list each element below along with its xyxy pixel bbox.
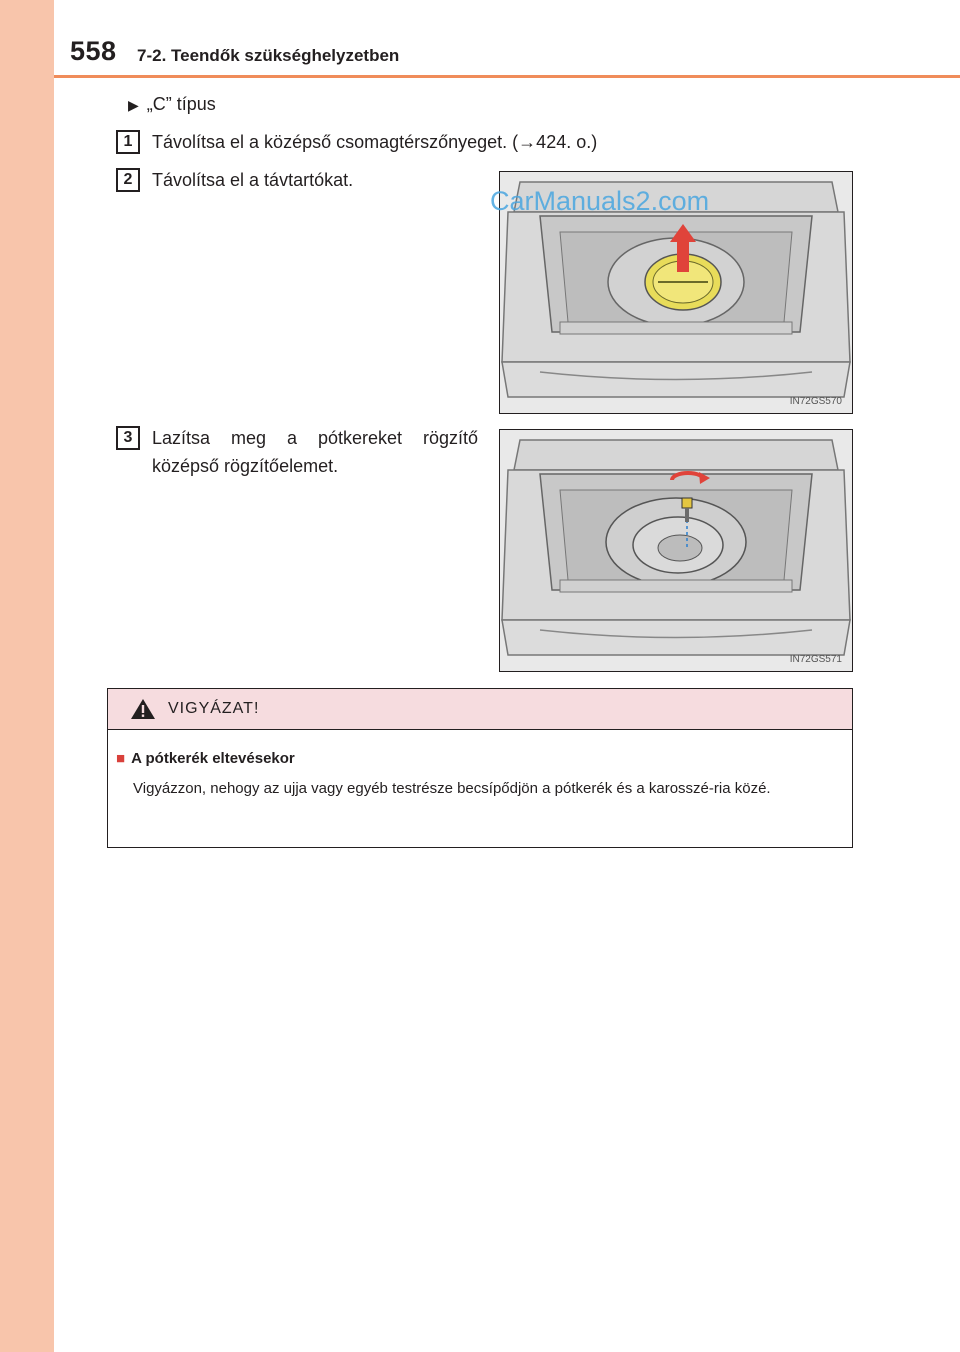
step-number-badge: 1 xyxy=(116,130,140,154)
step-text: Távolítsa el a távtartókat. xyxy=(152,170,354,190)
side-color-strip xyxy=(0,0,54,1352)
warning-triangle-icon xyxy=(130,698,156,720)
caution-text: Vigyázzon, nehogy az ujja vagy egyéb testrésze becsípődjön a pótkerék és a karosszé-ria közé. xyxy=(133,780,771,797)
section-title: 7-2. Teendők szükséghelyzetben xyxy=(137,46,400,65)
subtype-label xyxy=(128,94,216,115)
page-header xyxy=(54,0,960,80)
step-number-badge: 2 xyxy=(116,168,140,192)
step-2 xyxy=(116,166,476,196)
figure-code: IN72GS570 xyxy=(789,396,842,407)
figure-code: IN72GS571 xyxy=(789,654,842,665)
caution-header xyxy=(108,689,852,730)
step-text: Lazítsa meg a pótkereket rögzítő középső rögzítőelemet. xyxy=(152,428,478,476)
caution-title: VIGYÁZAT! xyxy=(168,700,260,717)
trunk-fastener-drawing xyxy=(500,430,852,671)
header-rule xyxy=(54,75,960,78)
triangle-bullet-icon: ▶ xyxy=(128,97,139,113)
page-number: 558 xyxy=(70,36,117,66)
watermark-text: CarManuals2.com xyxy=(490,186,710,216)
caution-subtitle-text: A pótkerék eltevésekor xyxy=(131,750,295,767)
subtype-text: „C” típus xyxy=(146,94,216,114)
step-text: Távolítsa el a középső csomagtérszőnyeget. (→424. o.) xyxy=(152,132,598,152)
step-1 xyxy=(116,128,856,158)
step-3 xyxy=(116,424,478,484)
red-square-bullet-icon: ■ xyxy=(116,750,126,767)
trunk-illustration-loosen-fastener xyxy=(499,429,853,672)
caution-box xyxy=(107,688,853,848)
step-number-badge: 3 xyxy=(116,426,140,450)
caution-subtitle xyxy=(116,750,295,767)
